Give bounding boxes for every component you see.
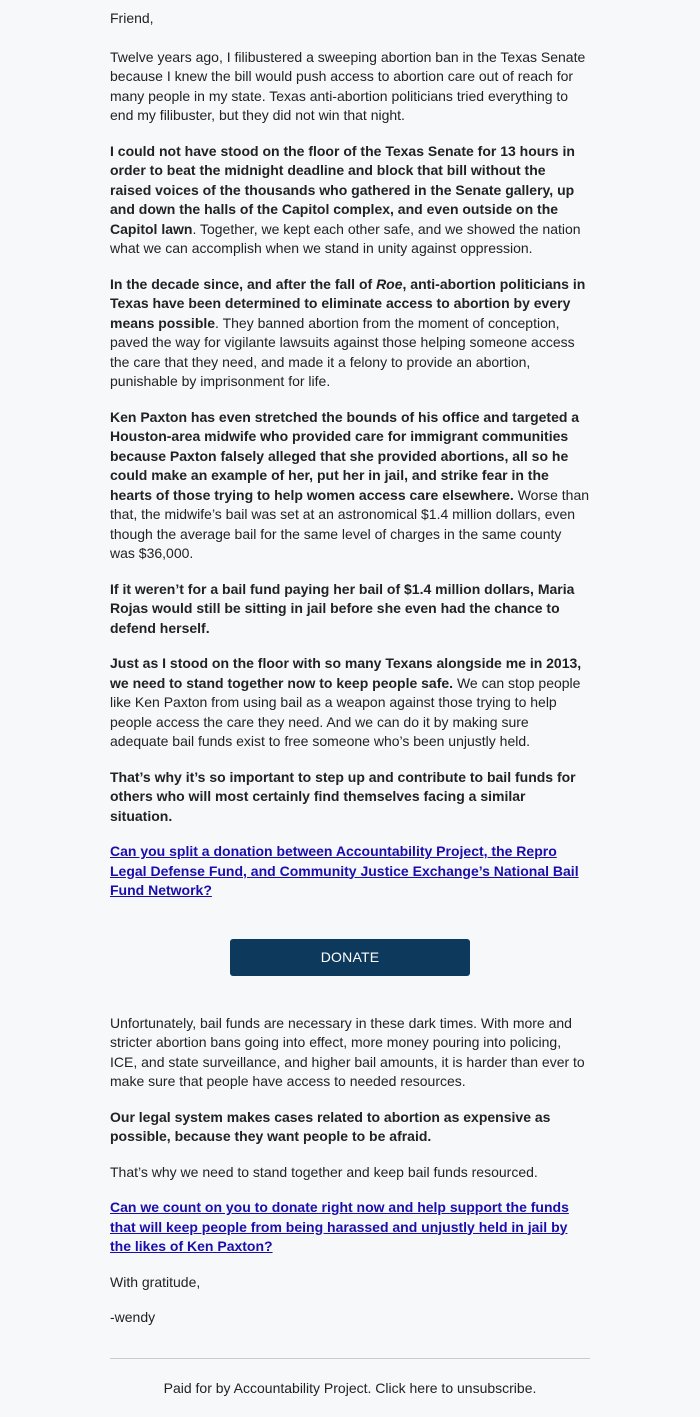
paragraph-capitol-rest: . Together, we kept each other safe, and we showed the nation what we can accomplish when we stand in unity against oppression.: [110, 220, 581, 256]
paragraph-legal-system: Our legal system makes cases related to abortion as expensive as possible, because they want people to be afraid.: [110, 1108, 551, 1144]
email-body: [110, 0, 590, 1398]
paragraph-paxton-bold: Ken Paxton has even stretched the bounds of his office and targeted a Houston-area midwife who provided care for immigrant communities because Paxton falsely alleged that she provided abortions, all so he could make an example of her, put her in jail, and strike fear in the hearts of those trying to help women access care elsewhere.: [110, 408, 580, 503]
footer: [110, 1379, 590, 1399]
paragraph-bail-fund: If it weren’t for a bail fund paying her bail of $1.4 million dollars, Maria Rojas would still be sitting in jail before she even had the chance to defend herself.: [110, 580, 575, 636]
closing: With gratitude,: [110, 1273, 201, 1290]
paragraph-capitol: [110, 142, 590, 259]
footer-divider: [110, 1358, 590, 1359]
paragraph-decade: [110, 275, 590, 392]
paragraph-filibuster: Twelve years ago, I filibustered a sweeping abortion ban in the Texas Senate because I knew the bill would push access to abortion care out of reach for many people in my state. Texas anti-abortion politicians tried everything to end my filibuster, but they did not win that night.: [110, 48, 586, 123]
signature: -wendy: [110, 1309, 156, 1325]
donate-button[interactable]: DONATE: [230, 939, 470, 976]
split-donation-paragraph: [110, 842, 590, 901]
paragraph-decade-rest: . They banned abortion from the moment of conception, paved the way for vigilante lawsuits against those helping someone access the care that they need, and made it a felony to provide an abortion, punishable by imprisonment for life.: [110, 314, 575, 389]
paragraph-contribute: That’s why it’s so important to step up and contribute to bail funds for others who will most certainly find themselves facing a similar situation.: [110, 768, 576, 824]
split-donation-link[interactable]: Can you split a donation between Accountability Project, the Repro Legal Defense Fund, and Community Justice Exchange’s National Bail Fund Network?: [110, 843, 579, 898]
paragraph-decade-bold-b: , anti-abortion politicians in Texas have been determined to eliminate access to abortion by every means possible: [110, 275, 586, 331]
paragraph-paxton-rest: Worse than that, the midwife’s bail was set at an astronomical $1.4 million dollars, even though the average bail for the same level of charges in the same county was $36,000.: [110, 486, 590, 561]
paragraph-decade-bold-a: In the decade since, and after the fall of: [110, 275, 377, 292]
paid-for-disclaimer: Paid for by Accountability Project.: [163, 1379, 372, 1396]
paragraph-dark-times: Unfortunately, bail funds are necessary in these dark times. With more and stricter abortion bans going into effect, more money pouring into policing, ICE, and state surveillance, and higher bail amounts, it is harder than ever to make sure that people have access to needed resources.: [110, 1014, 585, 1089]
unsubscribe-link[interactable]: Click here to unsubscribe.: [375, 1379, 537, 1396]
greeting: Friend,: [110, 10, 154, 26]
paragraph-paxton: [110, 408, 590, 564]
donate-button-container: [110, 939, 590, 976]
roe-italic: Roe: [376, 275, 403, 292]
paragraph-stand-together: [110, 654, 590, 752]
donate-now-paragraph: [110, 1198, 590, 1257]
paragraph-stand-together-rest: We can stop people like Ken Paxton from using bail as a weapon against those trying to help people access the care they need. And we can do it by making sure adequate bail funds exist to free someone who’s been unjustly held.: [110, 674, 581, 749]
donate-now-link[interactable]: Can we count on you to donate right now and help support the funds that will keep people from being harassed and unjustly held in jail by the likes of Ken Paxton?: [110, 1199, 569, 1254]
paragraph-stand-together-bold: Just as I stood on the floor with so many Texans alongside me in 2013, we need to stand together now to keep people safe.: [110, 655, 582, 691]
paragraph-capitol-bold: I could not have stood on the floor of the Texas Senate for 13 hours in order to beat the midnight deadline and block that bill without the raised voices of the thousands who gathered in the Senate gallery, up and down the halls of the Capitol complex, and even outside on the Capitol lawn: [110, 142, 575, 237]
paragraph-keep-resourced: That’s why we need to stand together and keep bail funds resourced.: [110, 1163, 538, 1180]
